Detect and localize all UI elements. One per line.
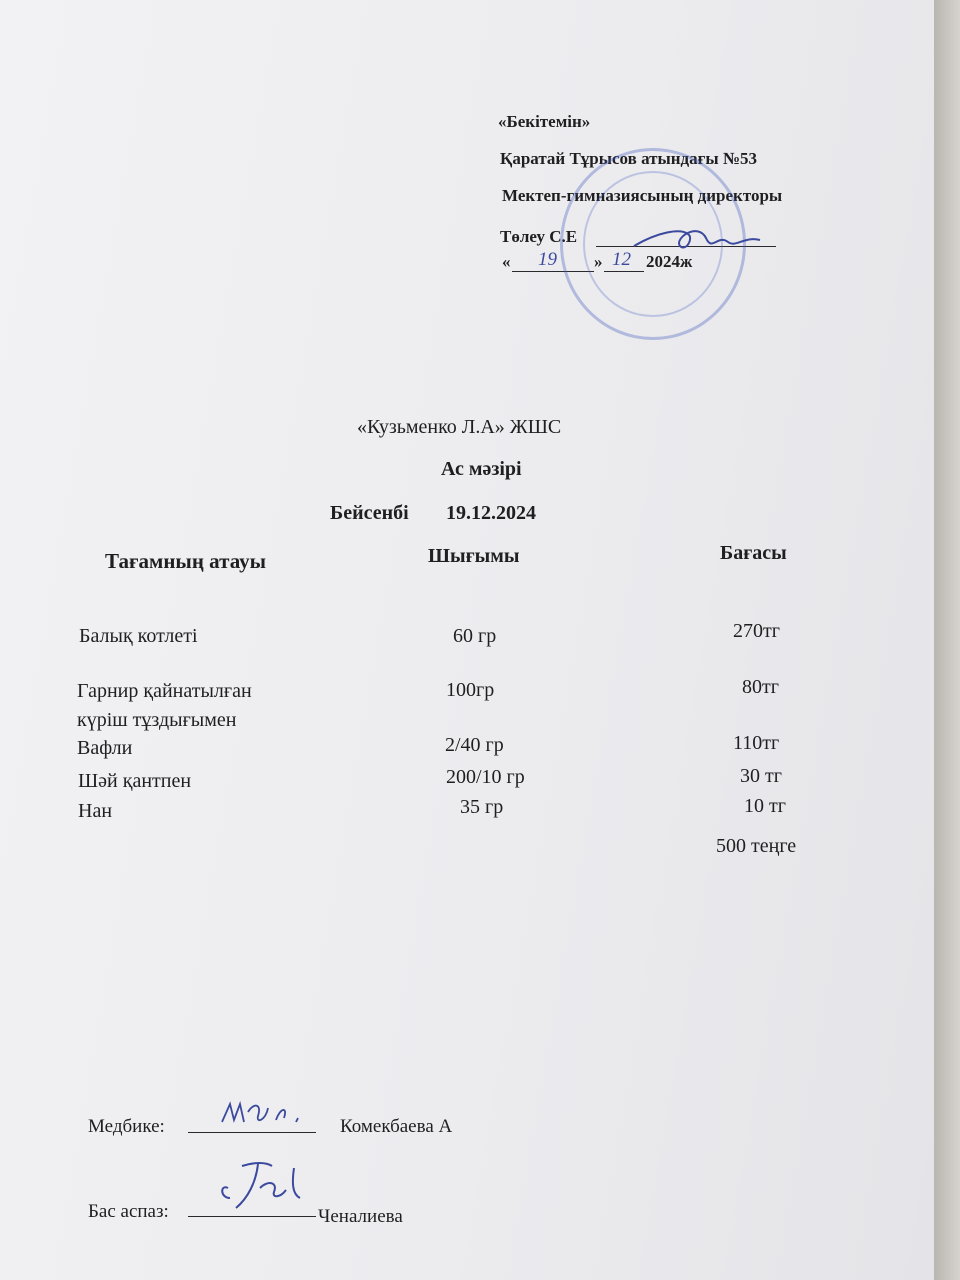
nurse-signature	[218, 1094, 308, 1134]
dish-yield: 200/10 гр	[446, 766, 525, 788]
dish-price: 80тг	[742, 676, 779, 698]
approval-title: «Бекітемін»	[498, 112, 591, 131]
menu-total: 500 теңге	[716, 835, 797, 857]
approval-date-close: »	[594, 252, 603, 271]
dish-price: 110тг	[733, 732, 780, 754]
approval-school: Қаратай Тұрысов атындағы №53	[500, 149, 757, 168]
nurse-name: Комекбаева А	[340, 1116, 453, 1137]
dish-name: Вафли	[77, 737, 133, 759]
approval-date-month: 12	[612, 249, 631, 270]
column-header-yield: Шығымы	[428, 545, 520, 567]
dish-yield: 60 гр	[453, 625, 497, 647]
dish-name: Шәй қантпен	[78, 770, 192, 792]
approval-date-day: 19	[538, 249, 557, 270]
head-cook-name: Ченалиева	[318, 1206, 403, 1227]
dish-yield: 100гр	[446, 679, 495, 701]
approval-date-open: «	[502, 252, 511, 271]
dish-name: Гарнир қайнатылған	[77, 680, 252, 702]
nurse-label: Медбике:	[88, 1116, 165, 1137]
dish-yield: 2/40 гр	[445, 734, 504, 756]
menu-title: Ас мәзірі	[441, 458, 522, 480]
approval-date-year: 2024ж	[646, 252, 693, 271]
column-header-name: Тағамның атауы	[105, 549, 267, 573]
menu-day: Бейсенбі	[330, 502, 409, 524]
background-wall	[934, 0, 960, 1280]
head-cook-signature-line	[188, 1216, 316, 1217]
column-header-price: Бағасы	[720, 542, 787, 564]
dish-price: 30 тг	[740, 765, 782, 787]
head-cook-label: Бас аспаз:	[88, 1201, 169, 1222]
dish-name: Нан	[78, 800, 113, 822]
company-name: «Кузьменко Л.А» ЖШС	[357, 416, 562, 438]
menu-date: 19.12.2024	[446, 502, 536, 524]
dish-name-continued: күріш тұздығымен	[77, 709, 237, 731]
approval-position: Мектеп-гимназиясының директоры	[502, 186, 783, 205]
dish-yield: 35 гр	[460, 796, 504, 818]
director-signature	[628, 212, 768, 271]
dish-price: 270тг	[733, 620, 780, 642]
approval-signer: Төлеу С.Е	[500, 227, 578, 246]
dish-price: 10 тг	[744, 795, 786, 817]
head-cook-signature	[214, 1158, 324, 1216]
dish-name: Балық котлеті	[79, 625, 198, 647]
